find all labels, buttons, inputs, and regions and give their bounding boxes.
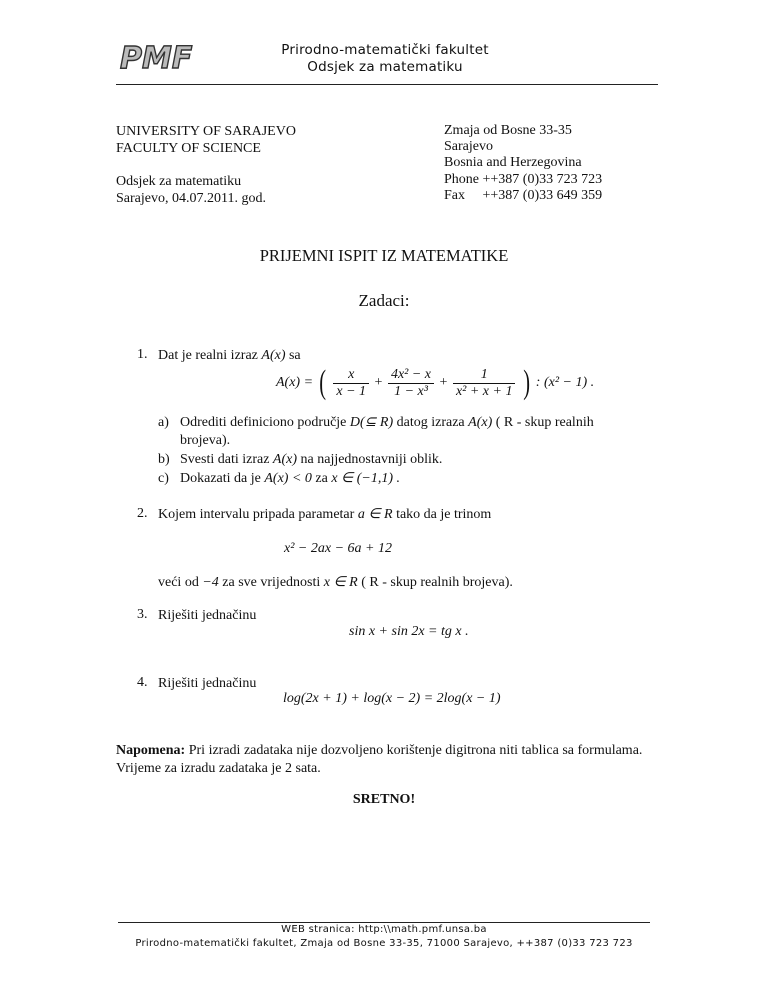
exam-subtitle: Zadaci: [358, 291, 410, 310]
note-label: Napomena: [116, 743, 186, 758]
problem-2-text2: tako da je trinom [396, 507, 492, 522]
problem-2-number: 2. [137, 506, 148, 521]
problem-4-number: 4. [137, 675, 148, 690]
note-block [116, 742, 676, 778]
pmf-logo [118, 40, 202, 74]
eq-lhs: A(x) = [276, 375, 314, 390]
close-paren: ) [523, 364, 531, 401]
problem-2-text1: Kojem intervalu pripada parametar [158, 507, 355, 522]
problem-2-intro [158, 506, 491, 524]
eq-tail: : (x² − 1) . [535, 375, 595, 390]
problem-1-equation [276, 366, 594, 400]
part-c-text1: Dokazati da je [180, 471, 261, 486]
fraction-3-num: 1 [453, 367, 516, 384]
address-fax: Fax ++387 (0)33 649 359 [444, 187, 603, 203]
fraction-1-den: x − 1 [336, 383, 367, 399]
note-line-1 [116, 742, 676, 760]
sender-faculty: FACULTY OF SCIENCE [116, 140, 261, 156]
part-c-label: c) [158, 471, 169, 486]
header-rule [116, 84, 658, 85]
sender-date: Sarajevo, 04.07.2011. god. [116, 190, 266, 206]
closing-text: SRETNO! [352, 792, 416, 807]
sender-department: Odsjek za matematiku [116, 174, 242, 189]
problem-2-domain: x ∈ R [323, 575, 358, 590]
header-department: Odsjek za matematiku [307, 59, 463, 75]
problem-2-condition [158, 574, 513, 592]
problem-1-intro [158, 347, 301, 365]
part-b-text2: na najjednostavniji oblik. [300, 452, 443, 467]
part-c-text2: za [315, 471, 328, 486]
problem-2-bound: −4 [202, 575, 219, 590]
address-street: Zmaja od Bosne 33-35 [444, 123, 572, 138]
part-a-label: a) [158, 415, 169, 430]
note-text1: Pri izradi zadataka nije dozvoljeno korištenje digitrona niti tablica sa formulama. [188, 743, 643, 758]
footer-web: WEB stranica: http:\\math.pmf.unsa.ba [281, 924, 487, 935]
part-a-text1: Odrediti definiciono područje [180, 415, 347, 430]
fraction-2-num: 4x² − x [388, 367, 434, 384]
problem-3-number: 3. [137, 607, 148, 622]
problem-2-text3: veći od [158, 575, 199, 590]
plus-1: + [374, 375, 383, 390]
fraction-2 [388, 367, 434, 400]
problem-2-trinom: x² − 2ax − 6a + 12 [284, 541, 392, 556]
sender-university: UNIVERSITY OF SARAJEVO [116, 124, 296, 139]
problem-4-equation: log(2x + 1) + log(x − 2) = 2log(x − 1) [283, 691, 501, 706]
problem-1-number: 1. [137, 347, 148, 362]
open-paren: ( [318, 364, 326, 401]
fraction-1-num: x [333, 367, 369, 384]
footer-address: Prirodno-matematički fakultet, Zmaja od Bosne 33-35, 71000 Sarajevo, ++387 (0)33 723 723 [135, 938, 633, 949]
part-b-text1: Svesti dati izraz [180, 452, 270, 467]
problem-2-text5: ( R - skup realnih brojeva). [361, 575, 513, 590]
part-a-domain: D(⊆ R) [349, 415, 394, 430]
part-a-text2: datog izraza [396, 415, 465, 430]
exam-title: PRIJEMNI ISPIT IZ MATEMATIKE [259, 246, 509, 265]
fraction-2-den: 1 − x³ [394, 383, 428, 399]
address-city: Sarajevo [444, 139, 493, 155]
part-c-interval: x ∈ (−1,1) . [331, 471, 401, 486]
problem-2-param: a ∈ R [357, 507, 393, 522]
svg-text:PMF: PMF [120, 41, 193, 74]
plus-2: + [439, 375, 448, 390]
fraction-3-den: x² + x + 1 [455, 383, 513, 399]
address-phone: Phone ++387 (0)33 723 723 [444, 171, 603, 187]
problem-1-func: A(x) [261, 348, 286, 363]
footer-rule [118, 922, 650, 923]
note-text2: Vrijeme za izradu zadataka je 2 sata. [116, 761, 321, 776]
address-country: Bosnia and Herzegovina [444, 155, 582, 171]
header-faculty: Prirodno-matematički fakultet [281, 42, 489, 58]
problem-1-intro-text: Dat je realni izraz [158, 348, 258, 363]
problem-1-part-c [158, 470, 400, 488]
fraction-1 [333, 367, 369, 400]
part-c-ineq: A(x) < 0 [264, 471, 312, 486]
fraction-3 [453, 367, 516, 400]
part-a-text3: ( R - skup realnih [495, 415, 594, 430]
part-b-label: b) [158, 452, 170, 467]
problem-4-text: Riješiti jednačinu [158, 676, 257, 691]
address-block [444, 123, 602, 204]
problem-1-part-a [158, 414, 618, 450]
part-a-text4: brojeva). [180, 433, 231, 448]
problem-2-text4: za sve vrijednosti [222, 575, 321, 590]
sender-block [116, 124, 296, 207]
problem-3-equation: sin x + sin 2x = tg x . [349, 624, 469, 639]
part-b-func: A(x) [272, 452, 298, 467]
part-a-func: A(x) [468, 415, 493, 430]
problem-1-sa: sa [288, 348, 301, 363]
problem-3-text: Riješiti jednačinu [158, 608, 257, 623]
problem-1-part-b [158, 451, 442, 469]
